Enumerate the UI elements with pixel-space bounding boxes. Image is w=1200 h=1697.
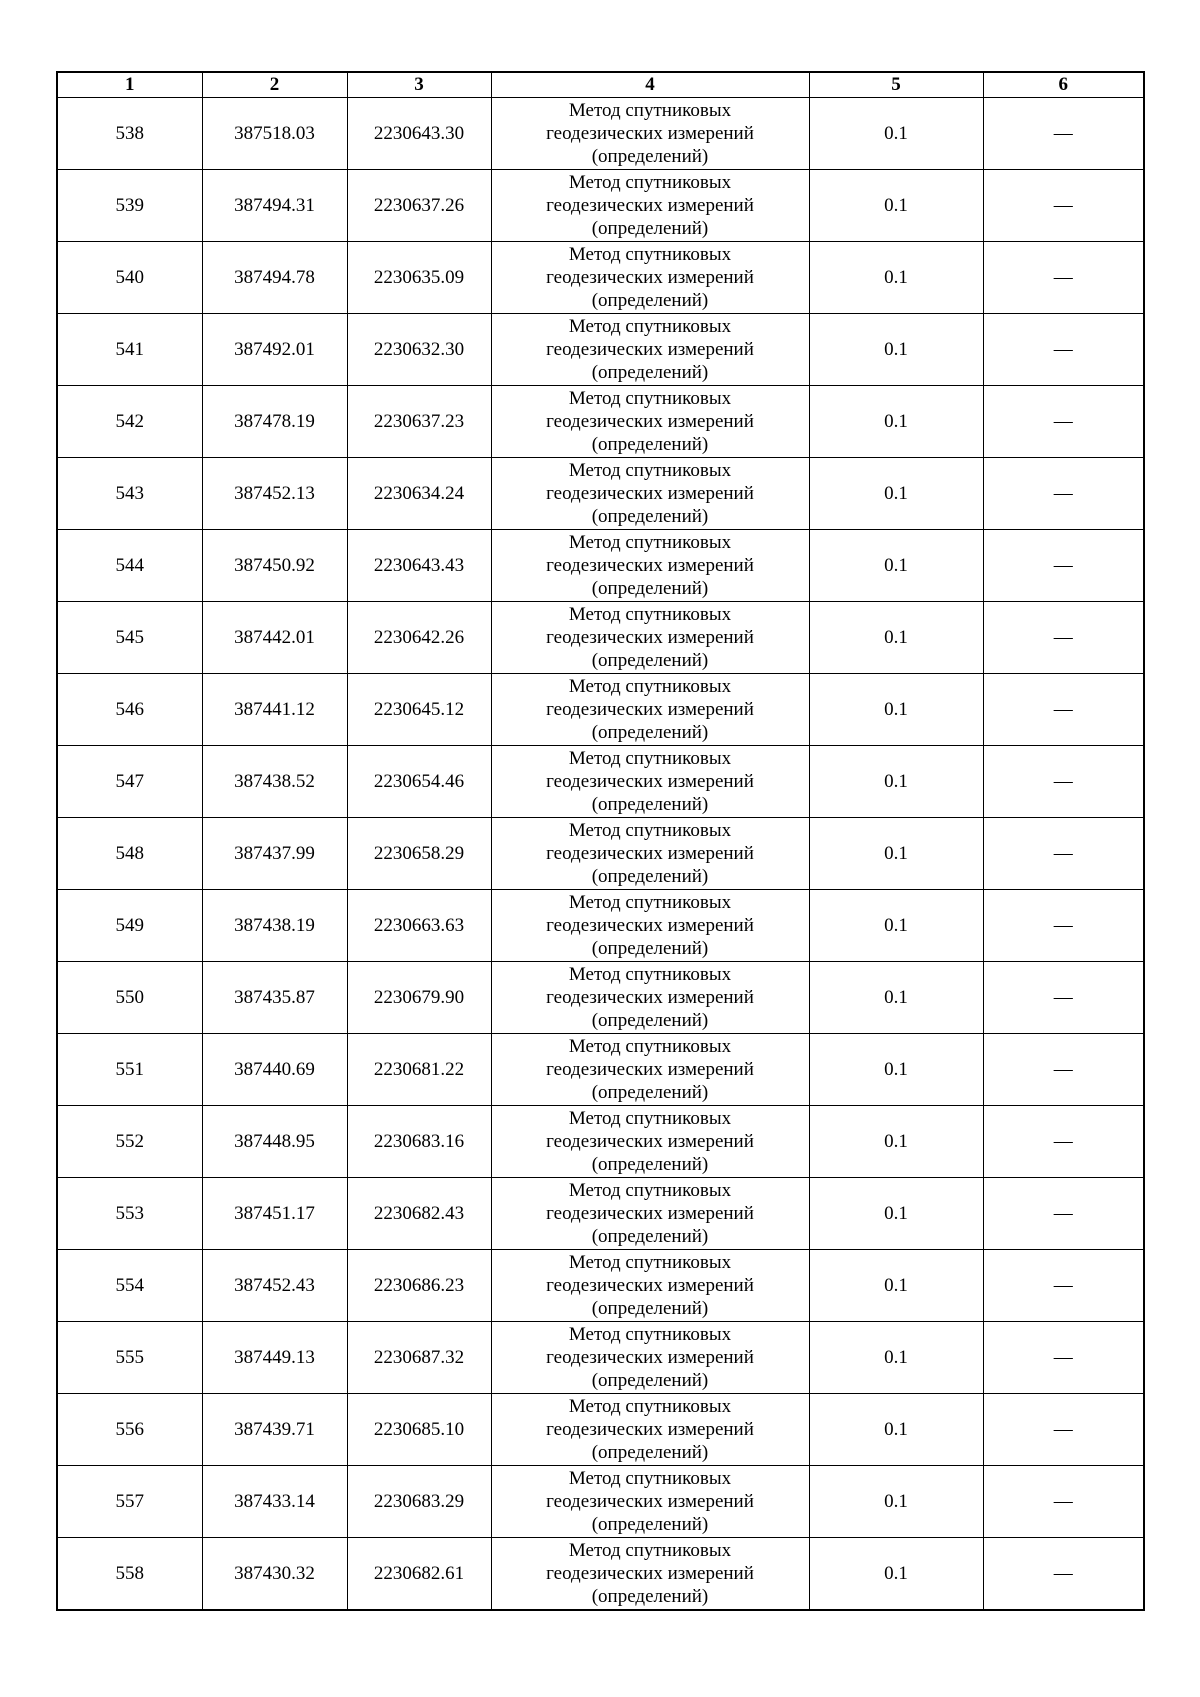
accuracy-cell: 0.1: [809, 602, 983, 674]
note-cell: —: [983, 170, 1144, 242]
y-coordinate-cell: 2230642.26: [347, 602, 491, 674]
note-cell: —: [983, 1034, 1144, 1106]
accuracy-cell: 0.1: [809, 1466, 983, 1538]
accuracy-cell: 0.1: [809, 1394, 983, 1466]
note-cell: —: [983, 890, 1144, 962]
method-cell: [491, 170, 809, 242]
point-number-cell: 551: [57, 1034, 202, 1106]
point-number-cell: 555: [57, 1322, 202, 1394]
y-coordinate-cell: 2230683.29: [347, 1466, 491, 1538]
point-number-cell: 556: [57, 1394, 202, 1466]
accuracy-cell: 0.1: [809, 314, 983, 386]
x-coordinate-cell: 387449.13: [202, 1322, 347, 1394]
accuracy-cell: 0.1: [809, 242, 983, 314]
method-text-line: геодезических измерений: [546, 1563, 754, 1584]
accuracy-cell: 0.1: [809, 1538, 983, 1611]
x-coordinate-cell: 387437.99: [202, 818, 347, 890]
note-cell: —: [983, 674, 1144, 746]
accuracy-cell: 0.1: [809, 1322, 983, 1394]
method-cell: [491, 602, 809, 674]
method-cell: [491, 458, 809, 530]
method-text-line: геодезических измерений: [546, 1131, 754, 1152]
method-text-line: Метод спутниковых: [568, 244, 732, 265]
method-text-line: Метод спутниковых: [568, 172, 732, 193]
method-text-line: (определений): [591, 794, 709, 815]
method-text-line: (определений): [591, 1154, 709, 1175]
method-text-line: (определений): [591, 362, 709, 383]
method-text-line: геодезических измерений: [546, 483, 754, 504]
method-text-line: (определений): [591, 722, 709, 743]
note-cell: —: [983, 1466, 1144, 1538]
method-text-line: геодезических измерений: [546, 1275, 754, 1296]
x-coordinate-cell: 387494.78: [202, 242, 347, 314]
x-coordinate-cell: 387452.13: [202, 458, 347, 530]
method-text-line: Метод спутниковых: [568, 748, 732, 769]
point-number-cell: 548: [57, 818, 202, 890]
point-number-cell: 541: [57, 314, 202, 386]
column-header-2: 2: [202, 72, 347, 98]
table-row: [57, 1394, 1144, 1466]
method-text-line: (определений): [591, 506, 709, 527]
note-cell: —: [983, 314, 1144, 386]
point-number-cell: 545: [57, 602, 202, 674]
method-text-line: Метод спутниковых: [568, 460, 732, 481]
note-cell: —: [983, 386, 1144, 458]
table-row: [57, 1106, 1144, 1178]
point-number-cell: 544: [57, 530, 202, 602]
y-coordinate-cell: 2230643.30: [347, 98, 491, 170]
y-coordinate-cell: 2230637.23: [347, 386, 491, 458]
y-coordinate-cell: 2230687.32: [347, 1322, 491, 1394]
x-coordinate-cell: 387452.43: [202, 1250, 347, 1322]
header-row: [57, 72, 1144, 98]
accuracy-cell: 0.1: [809, 98, 983, 170]
x-coordinate-cell: 387492.01: [202, 314, 347, 386]
coordinates-table: [56, 71, 1145, 1611]
y-coordinate-cell: 2230635.09: [347, 242, 491, 314]
accuracy-cell: 0.1: [809, 1178, 983, 1250]
x-coordinate-cell: 387439.71: [202, 1394, 347, 1466]
method-text-line: (определений): [591, 1226, 709, 1247]
column-header-3: 3: [347, 72, 491, 98]
table-row: [57, 386, 1144, 458]
method-cell: [491, 1538, 809, 1611]
x-coordinate-cell: 387518.03: [202, 98, 347, 170]
method-text-line: Метод спутниковых: [568, 1036, 732, 1057]
note-cell: —: [983, 242, 1144, 314]
x-coordinate-cell: 387435.87: [202, 962, 347, 1034]
point-number-cell: 547: [57, 746, 202, 818]
point-number-cell: 557: [57, 1466, 202, 1538]
table-row: [57, 314, 1144, 386]
method-cell: [491, 1322, 809, 1394]
method-cell: [491, 386, 809, 458]
x-coordinate-cell: 387430.32: [202, 1538, 347, 1611]
method-text-line: Метод спутниковых: [568, 1468, 732, 1489]
y-coordinate-cell: 2230663.63: [347, 890, 491, 962]
x-coordinate-cell: 387442.01: [202, 602, 347, 674]
method-text-line: (определений): [591, 1586, 709, 1607]
method-cell: [491, 1466, 809, 1538]
note-cell: —: [983, 1538, 1144, 1611]
note-cell: —: [983, 1178, 1144, 1250]
table-row: [57, 1538, 1144, 1611]
x-coordinate-cell: 387494.31: [202, 170, 347, 242]
method-text-line: геодезических измерений: [546, 1419, 754, 1440]
table-row: [57, 1322, 1144, 1394]
method-text-line: геодезических измерений: [546, 339, 754, 360]
method-cell: [491, 98, 809, 170]
method-text-line: (определений): [591, 1010, 709, 1031]
accuracy-cell: 0.1: [809, 1106, 983, 1178]
x-coordinate-cell: 387450.92: [202, 530, 347, 602]
method-text-line: Метод спутниковых: [568, 100, 732, 121]
note-cell: —: [983, 98, 1144, 170]
method-text-line: геодезических измерений: [546, 627, 754, 648]
accuracy-cell: 0.1: [809, 746, 983, 818]
table-row: [57, 1034, 1144, 1106]
y-coordinate-cell: 2230679.90: [347, 962, 491, 1034]
accuracy-cell: 0.1: [809, 530, 983, 602]
method-cell: [491, 818, 809, 890]
point-number-cell: 549: [57, 890, 202, 962]
method-text-line: (определений): [591, 146, 709, 167]
table-row: [57, 1250, 1144, 1322]
note-cell: —: [983, 1322, 1144, 1394]
method-text-line: Метод спутниковых: [568, 892, 732, 913]
method-text-line: Метод спутниковых: [568, 1252, 732, 1273]
y-coordinate-cell: 2230658.29: [347, 818, 491, 890]
y-coordinate-cell: 2230682.43: [347, 1178, 491, 1250]
method-text-line: Метод спутниковых: [568, 316, 732, 337]
accuracy-cell: 0.1: [809, 1250, 983, 1322]
method-text-line: (определений): [591, 218, 709, 239]
note-cell: —: [983, 818, 1144, 890]
x-coordinate-cell: 387441.12: [202, 674, 347, 746]
x-coordinate-cell: 387478.19: [202, 386, 347, 458]
point-number-cell: 553: [57, 1178, 202, 1250]
x-coordinate-cell: 387448.95: [202, 1106, 347, 1178]
table-row: [57, 98, 1144, 170]
method-text-line: (определений): [591, 938, 709, 959]
method-cell: [491, 1250, 809, 1322]
table-row: [57, 962, 1144, 1034]
method-text-line: (определений): [591, 578, 709, 599]
method-text-line: Метод спутниковых: [568, 388, 732, 409]
x-coordinate-cell: 387433.14: [202, 1466, 347, 1538]
method-cell: [491, 1394, 809, 1466]
accuracy-cell: 0.1: [809, 1034, 983, 1106]
table-row: [57, 1178, 1144, 1250]
accuracy-cell: 0.1: [809, 386, 983, 458]
method-cell: [491, 1034, 809, 1106]
table-row: [57, 242, 1144, 314]
method-text-line: Метод спутниковых: [568, 1396, 732, 1417]
accuracy-cell: 0.1: [809, 674, 983, 746]
point-number-cell: 542: [57, 386, 202, 458]
method-cell: [491, 962, 809, 1034]
table-row: [57, 170, 1144, 242]
method-text-line: Метод спутниковых: [568, 604, 732, 625]
method-text-line: геодезических измерений: [546, 195, 754, 216]
table-body: [57, 98, 1144, 1611]
column-header-5: 5: [809, 72, 983, 98]
method-text-line: Метод спутниковых: [568, 1108, 732, 1129]
accuracy-cell: 0.1: [809, 458, 983, 530]
method-text-line: Метод спутниковых: [568, 676, 732, 697]
table-row: [57, 1466, 1144, 1538]
method-text-line: геодезических измерений: [546, 987, 754, 1008]
table-row: [57, 602, 1144, 674]
method-text-line: (определений): [591, 434, 709, 455]
method-text-line: (определений): [591, 1298, 709, 1319]
table-row: [57, 746, 1144, 818]
x-coordinate-cell: 387440.69: [202, 1034, 347, 1106]
method-text-line: геодезических измерений: [546, 771, 754, 792]
y-coordinate-cell: 2230637.26: [347, 170, 491, 242]
table-header: [57, 72, 1144, 98]
method-text-line: (определений): [591, 650, 709, 671]
note-cell: —: [983, 962, 1144, 1034]
accuracy-cell: 0.1: [809, 818, 983, 890]
point-number-cell: 546: [57, 674, 202, 746]
note-cell: —: [983, 1394, 1144, 1466]
method-cell: [491, 1178, 809, 1250]
point-number-cell: 554: [57, 1250, 202, 1322]
method-text-line: Метод спутниковых: [568, 1324, 732, 1345]
method-text-line: геодезических измерений: [546, 555, 754, 576]
method-cell: [491, 314, 809, 386]
table-row: [57, 674, 1144, 746]
point-number-cell: 552: [57, 1106, 202, 1178]
y-coordinate-cell: 2230634.24: [347, 458, 491, 530]
y-coordinate-cell: 2230654.46: [347, 746, 491, 818]
x-coordinate-cell: 387451.17: [202, 1178, 347, 1250]
method-text-line: (определений): [591, 866, 709, 887]
note-cell: —: [983, 458, 1144, 530]
method-text-line: Метод спутниковых: [568, 1540, 732, 1561]
method-text-line: (определений): [591, 1082, 709, 1103]
document-page: [56, 71, 1143, 1611]
column-header-4: 4: [491, 72, 809, 98]
point-number-cell: 543: [57, 458, 202, 530]
column-header-6: 6: [983, 72, 1144, 98]
y-coordinate-cell: 2230643.43: [347, 530, 491, 602]
method-cell: [491, 674, 809, 746]
table-row: [57, 458, 1144, 530]
accuracy-cell: 0.1: [809, 962, 983, 1034]
method-cell: [491, 746, 809, 818]
note-cell: —: [983, 602, 1144, 674]
method-text-line: геодезических измерений: [546, 1203, 754, 1224]
method-cell: [491, 242, 809, 314]
x-coordinate-cell: 387438.52: [202, 746, 347, 818]
method-text-line: (определений): [591, 290, 709, 311]
method-text-line: геодезических измерений: [546, 411, 754, 432]
method-text-line: геодезических измерений: [546, 1347, 754, 1368]
y-coordinate-cell: 2230682.61: [347, 1538, 491, 1611]
method-cell: [491, 1106, 809, 1178]
method-cell: [491, 890, 809, 962]
method-cell: [491, 530, 809, 602]
note-cell: —: [983, 1250, 1144, 1322]
point-number-cell: 538: [57, 98, 202, 170]
x-coordinate-cell: 387438.19: [202, 890, 347, 962]
note-cell: —: [983, 530, 1144, 602]
accuracy-cell: 0.1: [809, 890, 983, 962]
y-coordinate-cell: 2230645.12: [347, 674, 491, 746]
method-text-line: геодезических измерений: [546, 267, 754, 288]
method-text-line: (определений): [591, 1514, 709, 1535]
table-row: [57, 890, 1144, 962]
method-text-line: геодезических измерений: [546, 915, 754, 936]
method-text-line: (определений): [591, 1370, 709, 1391]
point-number-cell: 539: [57, 170, 202, 242]
y-coordinate-cell: 2230632.30: [347, 314, 491, 386]
accuracy-cell: 0.1: [809, 170, 983, 242]
method-text-line: геодезических измерений: [546, 699, 754, 720]
method-text-line: (определений): [591, 1442, 709, 1463]
method-text-line: геодезических измерений: [546, 123, 754, 144]
method-text-line: геодезических измерений: [546, 843, 754, 864]
method-text-line: геодезических измерений: [546, 1491, 754, 1512]
method-text-line: Метод спутниковых: [568, 1180, 732, 1201]
point-number-cell: 540: [57, 242, 202, 314]
method-text-line: Метод спутниковых: [568, 820, 732, 841]
method-text-line: геодезических измерений: [546, 1059, 754, 1080]
column-header-1: 1: [57, 72, 202, 98]
y-coordinate-cell: 2230681.22: [347, 1034, 491, 1106]
table-row: [57, 818, 1144, 890]
note-cell: —: [983, 1106, 1144, 1178]
note-cell: —: [983, 746, 1144, 818]
point-number-cell: 558: [57, 1538, 202, 1611]
y-coordinate-cell: 2230683.16: [347, 1106, 491, 1178]
y-coordinate-cell: 2230686.23: [347, 1250, 491, 1322]
table-row: [57, 530, 1144, 602]
method-text-line: Метод спутниковых: [568, 964, 732, 985]
y-coordinate-cell: 2230685.10: [347, 1394, 491, 1466]
method-text-line: Метод спутниковых: [568, 532, 732, 553]
point-number-cell: 550: [57, 962, 202, 1034]
